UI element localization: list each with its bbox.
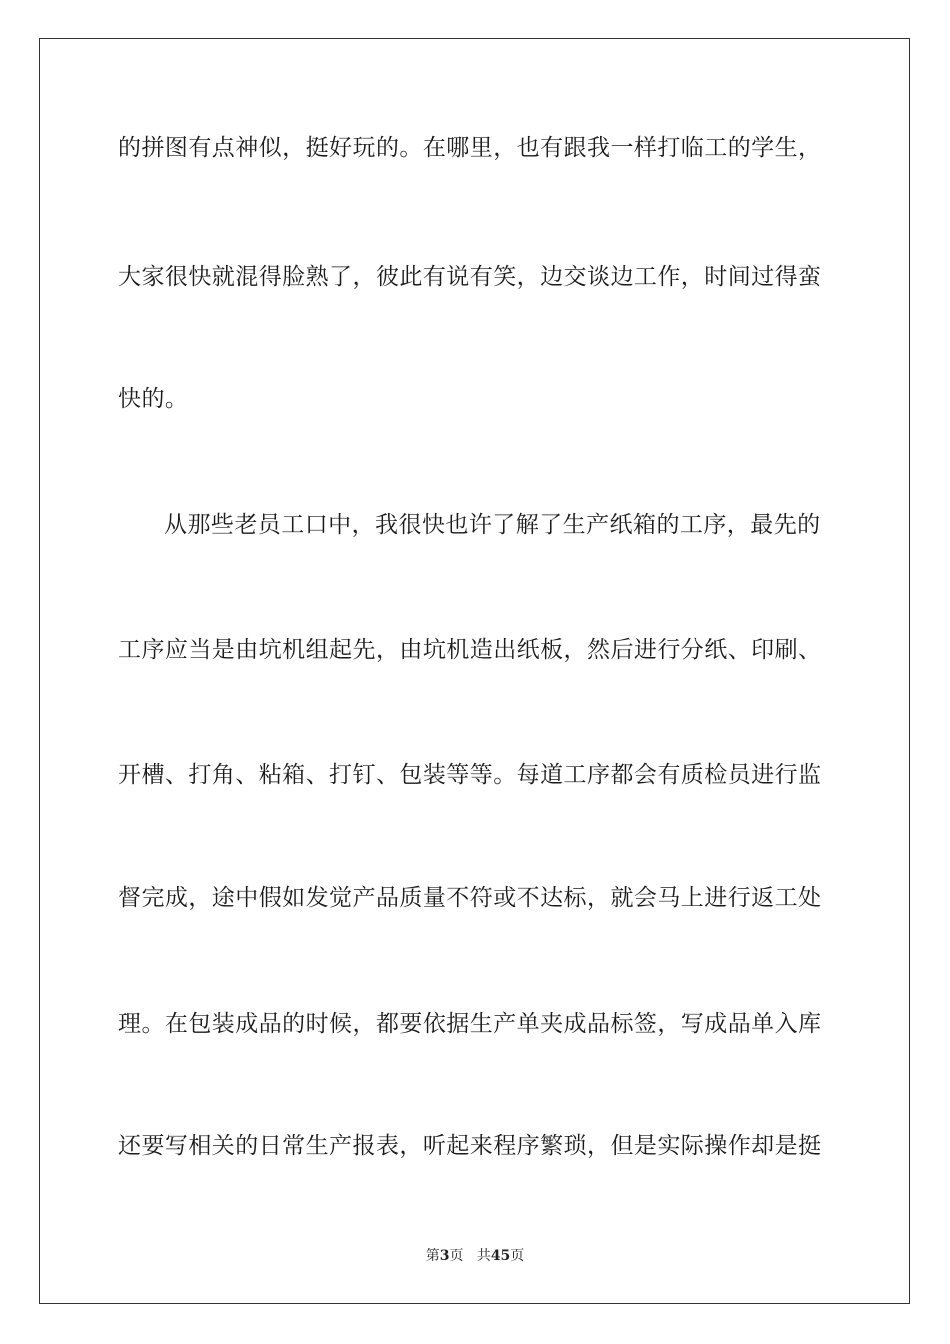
page-prefix: 第 xyxy=(425,1248,440,1264)
text-line: 大家很快就混得脸熟了，彼此有说有笑，边交谈边工作，时间过得蛮 xyxy=(118,264,822,290)
page-frame xyxy=(39,38,910,1304)
page-number: 3 xyxy=(439,1248,450,1264)
page-footer xyxy=(0,1247,950,1265)
text-line: 的拼图有点神似，挺好玩的。在哪里，也有跟我一样打临工的学生， xyxy=(118,135,822,161)
total-pages: 45 xyxy=(490,1248,511,1264)
total-prefix: 共 xyxy=(476,1248,491,1264)
text-line: 还要写相关的日常生产报表，听起来程序繁琐，但是实际操作却是挺 xyxy=(118,1133,822,1159)
text-line: 理。在包装成品的时候，都要依据生产单夹成品标签，写成品单入库 xyxy=(118,1011,822,1037)
text-line: 督完成，途中假如发觉产品质量不符或不达标，就会马上进行返工处 xyxy=(118,885,822,911)
text-line: 快的。 xyxy=(118,386,189,412)
text-line: 开槽、打角、粘箱、打钉、包装等等。每道工序都会有质检员进行监 xyxy=(118,762,822,788)
total-suffix: 页 xyxy=(510,1248,525,1264)
paragraph-first-line: 从那些老员工口中，我很快也许了解了生产纸箱的工序，最先的 xyxy=(164,512,821,538)
text-line: 工序应当是由坑机组起先，由坑机造出纸板，然后进行分纸、印刷、 xyxy=(118,637,822,663)
page-suffix: 页 xyxy=(449,1248,464,1264)
